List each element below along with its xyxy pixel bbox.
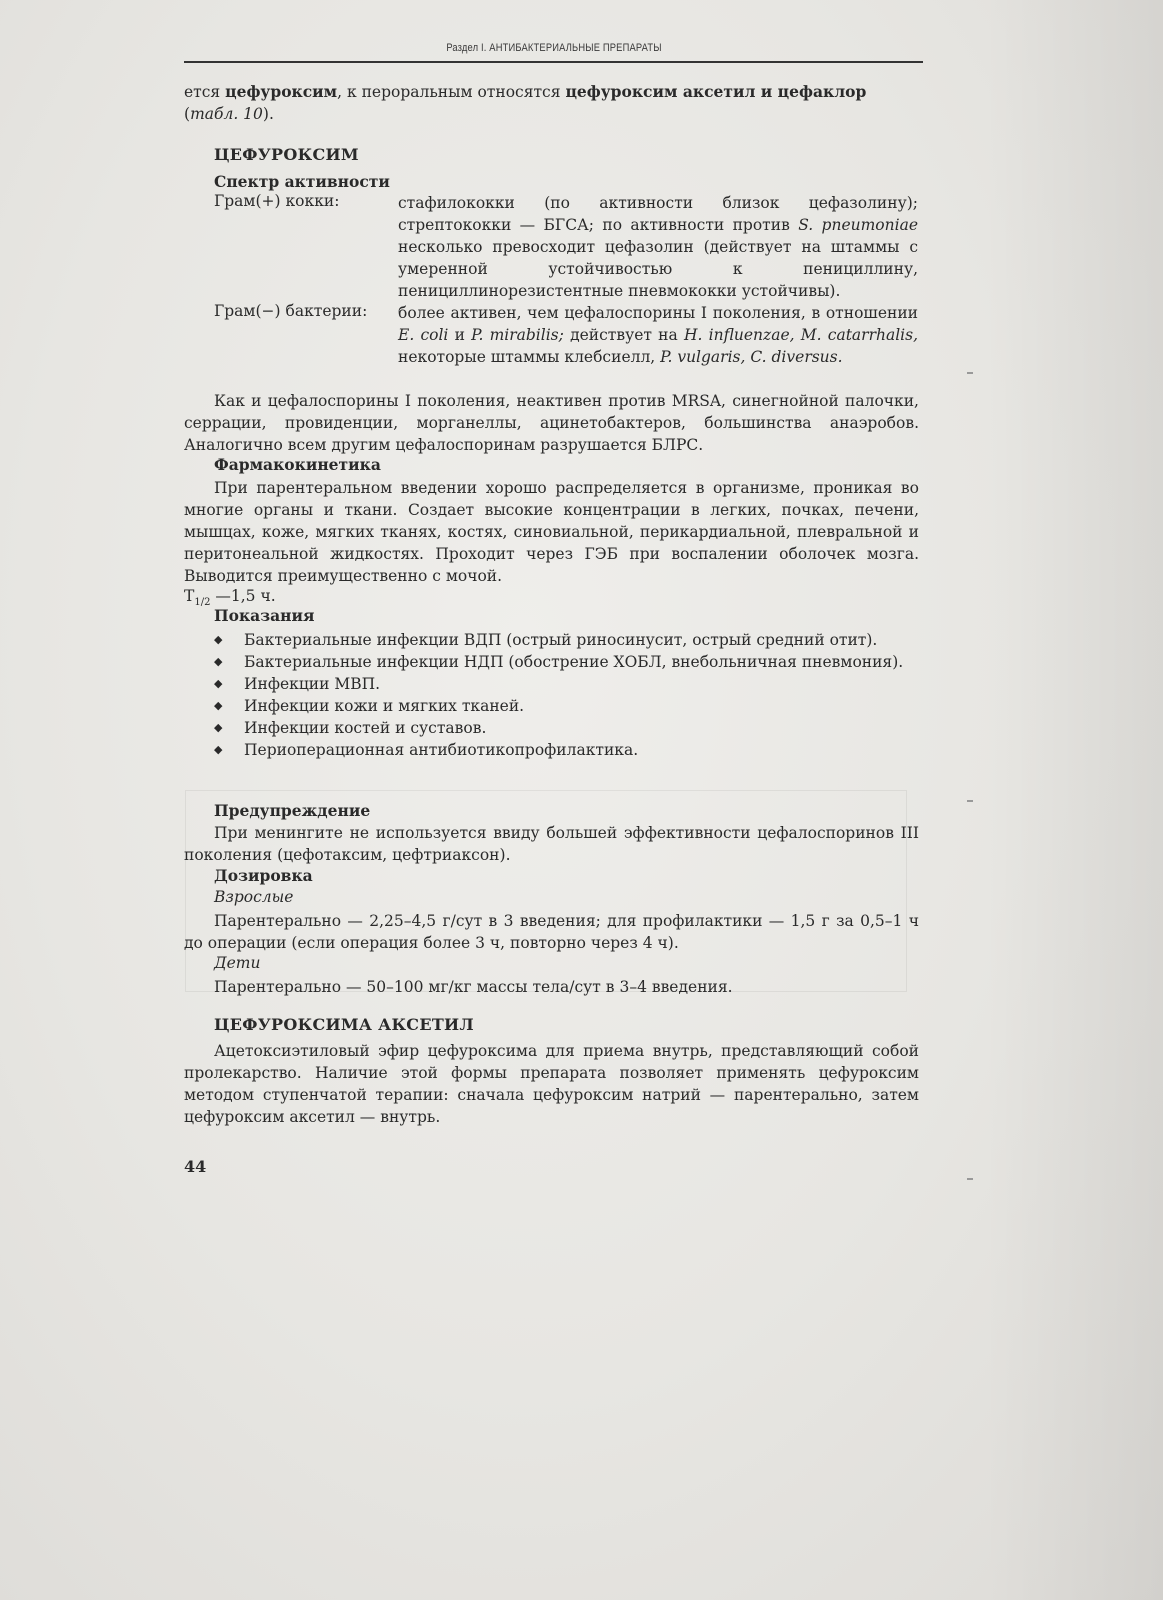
list-item [184, 739, 919, 761]
header-rule [184, 61, 923, 63]
indication-text: Инфекции МВП. [244, 675, 381, 693]
children-dosage-paragraph: Парентерально — 50–100 мг/кг массы тела/сут в 3–4 введения. [214, 978, 733, 996]
indication-text: Бактериальные инфекции НДП (обострение ХОБЛ, внебольничная пневмония). [244, 653, 904, 671]
half-life-value: —1,5 ч. [210, 587, 276, 605]
adults-heading: Взрослые [214, 888, 294, 906]
margin-mark [967, 372, 973, 374]
list-item [184, 629, 919, 651]
indications-heading: Показания [214, 606, 315, 625]
organism-name: P. vulgaris, C. diversus. [660, 348, 843, 366]
intro-drug-oral: цефуроксим аксетил и цефаклор [565, 82, 867, 101]
adults-dosage-paragraph: Парентерально — 2,25–4,5 г/сут в 3 введения; для профилактики — 1,5 г за 0,5–1 ч до операции (если операция более 3 ч, повторно через 4 ч). [184, 912, 919, 952]
indication-text: Инфекции костей и суставов. [244, 719, 487, 737]
half-life-subscript: 1/2 [194, 597, 211, 609]
spectrum-text: действует на [563, 326, 684, 344]
organism-name: S. pneumoniae [798, 216, 918, 234]
organism-name: E. coli [398, 326, 449, 344]
pharmacokinetics-heading: Фармакокинетика [214, 455, 381, 474]
resistance-paragraph: Как и цефалоспорины I поколения, неактивен против MRSA, синегнойной палочки, серрации, провиденции, морганеллы, ацинетобактеров, большинства анаэробов. Аналогично всем другим цефалоспоринам разрушается БЛРС. [184, 392, 919, 454]
page-number: 44 [184, 1157, 207, 1176]
indications-list [184, 629, 919, 761]
intro-text: , к пероральным относятся [337, 83, 566, 101]
spectrum-text: и [448, 326, 472, 344]
list-item [184, 717, 919, 739]
spectrum-text: более активен, чем цефалоспорины I поколения, в отношении [398, 304, 918, 322]
margin-mark [967, 1178, 973, 1180]
spectrum-text: некоторые штаммы клебсиелл, [398, 348, 661, 366]
warning-paragraph: При менингите не используется ввиду большей эффективности цефалоспоринов III поколения (цефотаксим, цефтриаксон). [184, 824, 919, 864]
list-item [184, 673, 919, 695]
pharmacokinetics-paragraph: При парентеральном введении хорошо распределяется в организме, проникая во многие органы и ткани. Создает высокие концентрации в легких, почках, печени, мышцах, коже, мягких тканях, костях, синовиальной, перикардиальной, плевральной и перитонеальной жидкостях. Проходит через ГЭБ при воспалении оболочек мозга. Выводится преимущественно с мочой. [184, 479, 919, 585]
intro-drug-parenteral: цефуроксим [225, 82, 338, 101]
section-title-cefuroxime-axetil: ЦЕФУРОКСИМА АКСЕТИЛ [214, 1015, 474, 1034]
gram-negative-label: Грам(−) бактерии: [214, 302, 368, 320]
axetil-paragraph: Ацетоксиэтиловый эфир цефуроксима для приема внутрь, представляющий собой пролекарство. Наличие этой формы препарата позволяет применять цефуроксим методом ступенчатой терапии: сначала цефуроксим натрий — парентерально, затем цефуроксим аксетил — внутрь. [184, 1042, 919, 1126]
children-heading: Дети [214, 954, 261, 972]
warning-heading: Предупреждение [214, 801, 371, 820]
gram-negative-description [398, 302, 918, 368]
dosage-heading: Дозировка [214, 866, 313, 885]
organism-name: P. mirabilis; [471, 326, 564, 344]
bullet-icon: ◆ [214, 721, 223, 734]
table-reference: табл. 10 [190, 105, 263, 123]
gram-positive-label: Грам(+) кокки: [214, 192, 340, 210]
indication-text: Бактериальные инфекции ВДП (острый риносинусит, острый средний отит). [244, 631, 878, 649]
spectrum-text: несколько превосходит цефазолин (действует на штаммы с умеренной устойчивостью к пенициллину, пенициллинорезистентные пневмококки устойчивы). [398, 238, 918, 300]
list-item [184, 695, 919, 717]
bullet-icon: ◆ [214, 655, 223, 668]
bullet-icon: ◆ [214, 677, 223, 690]
intro-paragraph [184, 81, 919, 125]
indication-text: Инфекции кожи и мягких тканей. [244, 697, 525, 715]
bullet-icon: ◆ [214, 743, 223, 756]
intro-text: ( [184, 105, 191, 123]
intro-text: ется [184, 83, 226, 101]
intro-text: ). [262, 105, 274, 123]
spectrum-heading: Спектр активности [214, 172, 390, 191]
bullet-icon: ◆ [214, 633, 223, 646]
half-life-symbol: T [184, 587, 195, 605]
margin-mark [967, 800, 973, 802]
spectrum-text: стафилококки (по активности близок цефазолину); стрептококки — БГСА; по активности против [398, 194, 918, 234]
section-title-cefuroxime: ЦЕФУРОКСИМ [214, 145, 359, 164]
running-header: Раздел I. АНТИБАКТЕРИАЛЬНЫЕ ПРЕПАРАТЫ [446, 42, 662, 54]
bullet-icon: ◆ [214, 699, 223, 712]
organism-name: H. influenzae, M. catarrhalis, [683, 326, 918, 344]
list-item [184, 651, 919, 673]
gram-positive-description [398, 192, 918, 302]
page-spine-shadow [983, 0, 1163, 1600]
indication-text: Периоперационная антибиотикопрофилактика. [244, 741, 639, 759]
